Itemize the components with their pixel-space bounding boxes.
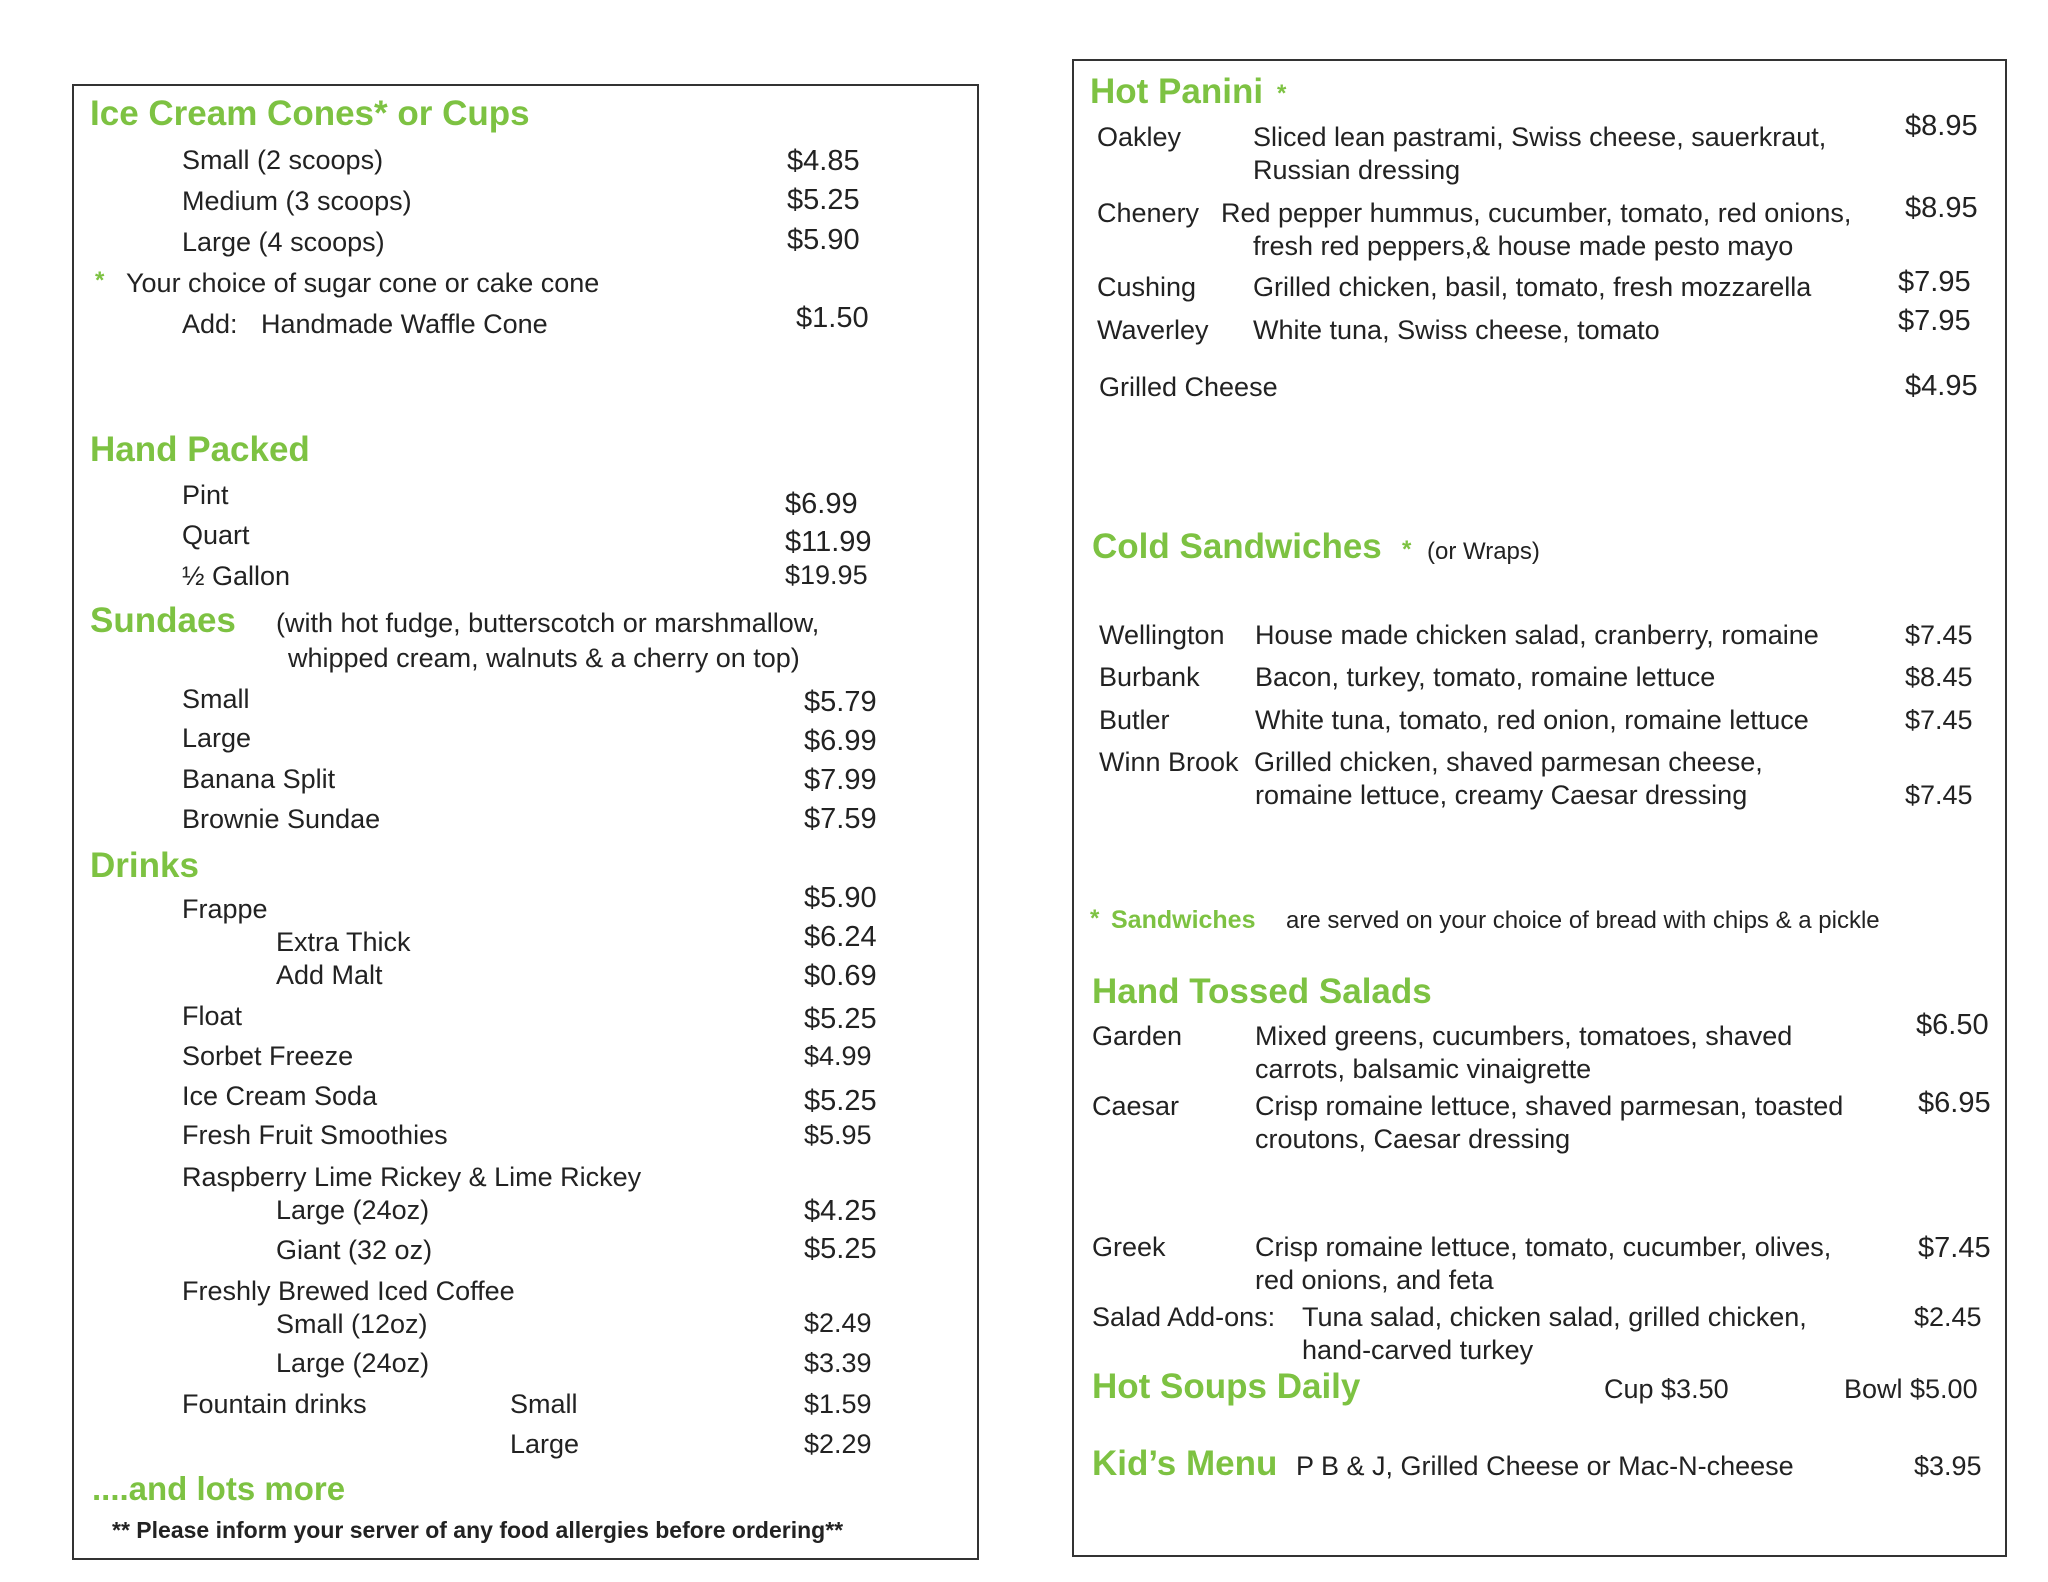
oakley-price: $8.95: [1905, 110, 1978, 142]
salads-heading: Hand Tossed Salads: [1092, 972, 1432, 1011]
ice-cream-small-name: Small (2 scoops): [182, 145, 384, 175]
salad-addons-desc-line1: Tuna salad, chicken salad, grilled chicken,: [1302, 1302, 1807, 1332]
or-wraps-note: (or Wraps): [1427, 538, 1540, 565]
ice-cream-large-price: $5.90: [787, 224, 860, 256]
sundaes-desc-line2: whipped cream, walnuts & a cherry on top): [288, 643, 800, 673]
waverley-name: Waverley: [1097, 315, 1209, 345]
burbank-desc: Bacon, turkey, tomato, romaine lettuce: [1255, 662, 1716, 692]
float-price: $5.25: [804, 1003, 877, 1035]
cushing-name: Cushing: [1097, 272, 1197, 302]
garden-salad-desc-line1: Mixed greens, cucumbers, tomatoes, shaved: [1255, 1021, 1793, 1051]
chenery-desc-line1: Red pepper hummus, cucumber, tomato, red onions,: [1221, 198, 1852, 228]
ice-cream-medium-price: $5.25: [787, 184, 860, 216]
winn-brook-name: Winn Brook: [1099, 747, 1239, 777]
sandwich-note-word: Sandwiches: [1111, 906, 1256, 934]
banana-split-price: $7.99: [804, 764, 877, 796]
soup-cup-price: Cup $3.50: [1604, 1374, 1729, 1404]
salad-addons-price: $2.45: [1914, 1302, 1982, 1332]
rickey-giant-price: $5.25: [804, 1233, 877, 1265]
oakley-desc-line2: Russian dressing: [1253, 155, 1461, 185]
caesar-salad-name: Caesar: [1092, 1091, 1180, 1121]
smoothies-price: $5.95: [804, 1120, 872, 1150]
sorbet-freeze-name: Sorbet Freeze: [182, 1041, 354, 1071]
cold-sandwiches-star: *: [1402, 536, 1412, 563]
winn-brook-price: $7.45: [1905, 780, 1973, 810]
frappe-price: $5.90: [804, 882, 877, 914]
caesar-salad-price: $6.95: [1918, 1087, 1991, 1119]
kids-menu-price: $3.95: [1914, 1451, 1982, 1481]
sundae-large-name: Large: [182, 723, 252, 753]
winn-brook-desc-line2: romaine lettuce, creamy Caesar dressing: [1255, 780, 1748, 810]
burbank-price: $8.45: [1905, 662, 1973, 692]
hand-packed-heading: Hand Packed: [90, 430, 310, 469]
sundaes-desc-line1: (with hot fudge, butterscotch or marshmallow,: [276, 608, 820, 638]
waverley-price: $7.95: [1898, 305, 1971, 337]
kids-menu-heading: Kid’s Menu: [1092, 1444, 1278, 1483]
sundae-small-name: Small: [182, 684, 250, 714]
extra-thick-price: $6.24: [804, 921, 877, 953]
sandwich-note-text: are served on your choice of bread with chips & a pickle: [1286, 907, 1880, 934]
greek-salad-desc-line1: Crisp romaine lettuce, tomato, cucumber, olives,: [1255, 1232, 1832, 1262]
coffee-large-name: Large (24oz): [276, 1348, 430, 1378]
chenery-price: $8.95: [1905, 192, 1978, 224]
greek-salad-desc-line2: red onions, and feta: [1255, 1265, 1494, 1295]
allergy-notice: ** Please inform your server of any food allergies before ordering**: [112, 1517, 844, 1543]
oakley-name: Oakley: [1097, 122, 1182, 152]
sorbet-freeze-price: $4.99: [804, 1041, 872, 1071]
hand-packed-quart-price: $11.99: [785, 526, 872, 558]
butler-name: Butler: [1099, 705, 1170, 735]
fountain-small-price: $1.59: [804, 1389, 872, 1419]
garden-salad-name: Garden: [1092, 1021, 1183, 1051]
smoothies-name: Fresh Fruit Smoothies: [182, 1120, 448, 1150]
sundae-large-price: $6.99: [804, 725, 877, 757]
fountain-small-name: Small: [510, 1389, 578, 1419]
cone-note-star: *: [95, 267, 105, 294]
banana-split-name: Banana Split: [182, 764, 336, 794]
ice-cream-small-price: $4.85: [787, 145, 860, 177]
brownie-sundae-price: $7.59: [804, 803, 877, 835]
wellington-name: Wellington: [1099, 620, 1225, 650]
hot-panini-heading: Hot Panini: [1090, 72, 1264, 111]
float-name: Float: [182, 1001, 243, 1031]
ice-cream-medium-name: Medium (3 scoops): [182, 186, 412, 216]
waverley-desc: White tuna, Swiss cheese, tomato: [1253, 315, 1660, 345]
coffee-small-price: $2.49: [804, 1308, 872, 1338]
ice-cream-large-name: Large (4 scoops): [182, 227, 385, 257]
salad-addons-label: Salad Add-ons:: [1092, 1302, 1276, 1332]
fountain-large-price: $2.29: [804, 1429, 872, 1459]
rickey-giant-name: Giant (32 oz): [276, 1235, 433, 1265]
kids-menu-desc: P B & J, Grilled Cheese or Mac-N-cheese: [1296, 1451, 1794, 1481]
ice-cream-soda-name: Ice Cream Soda: [182, 1081, 378, 1111]
sundaes-heading: Sundaes: [90, 601, 236, 640]
hand-packed-pint-price: $6.99: [785, 488, 858, 520]
hand-packed-pint-name: Pint: [182, 480, 229, 510]
fountain-large-name: Large: [510, 1429, 580, 1459]
ice-cream-heading: Ice Cream Cones* or Cups: [90, 94, 530, 133]
coffee-small-name: Small (12oz): [276, 1309, 428, 1339]
sundae-small-price: $5.79: [804, 686, 877, 718]
grilled-cheese-name: Grilled Cheese: [1099, 372, 1278, 402]
caesar-salad-desc-line1: Crisp romaine lettuce, shaved parmesan, toasted: [1255, 1091, 1844, 1121]
cold-sandwiches-heading: Cold Sandwiches: [1092, 527, 1382, 566]
rickey-name: Raspberry Lime Rickey & Lime Rickey: [182, 1162, 642, 1192]
cushing-desc: Grilled chicken, basil, tomato, fresh mozzarella: [1253, 272, 1812, 302]
wellington-price: $7.45: [1905, 620, 1973, 650]
garden-salad-desc-line2: carrots, balsamic vinaigrette: [1255, 1054, 1592, 1084]
add-malt-price: $0.69: [804, 960, 877, 992]
caesar-salad-desc-line2: croutons, Caesar dressing: [1255, 1124, 1571, 1154]
hot-panini-star: *: [1277, 80, 1287, 107]
waffle-cone-price: $1.50: [796, 302, 869, 334]
brownie-sundae-name: Brownie Sundae: [182, 804, 381, 834]
hot-soups-heading: Hot Soups Daily: [1092, 1367, 1361, 1406]
hand-packed-half-gallon-name: ½ Gallon: [182, 561, 291, 591]
waffle-cone-name: Handmade Waffle Cone: [261, 309, 548, 339]
waffle-add-label: Add:: [182, 309, 238, 339]
hand-packed-half-gallon-price: $19.95: [785, 560, 868, 590]
iced-coffee-name: Freshly Brewed Iced Coffee: [182, 1276, 515, 1306]
soup-bowl-price: Bowl $5.00: [1844, 1374, 1978, 1404]
grilled-cheese-price: $4.95: [1905, 370, 1978, 402]
sandwich-note-star: *: [1090, 905, 1100, 932]
burbank-name: Burbank: [1099, 662, 1200, 692]
add-malt-name: Add Malt: [276, 960, 383, 990]
butler-price: $7.45: [1905, 705, 1973, 735]
lots-more-text: ....and lots more: [92, 1470, 346, 1507]
rickey-large-price: $4.25: [804, 1195, 877, 1227]
hand-packed-quart-name: Quart: [182, 520, 250, 550]
cone-choice-note: Your choice of sugar cone or cake cone: [126, 268, 600, 298]
winn-brook-desc-line1: Grilled chicken, shaved parmesan cheese,: [1254, 747, 1763, 777]
cushing-price: $7.95: [1898, 266, 1971, 298]
drinks-heading: Drinks: [90, 846, 199, 885]
chenery-name: Chenery: [1097, 198, 1200, 228]
frappe-name: Frappe: [182, 894, 268, 924]
oakley-desc-line1: Sliced lean pastrami, Swiss cheese, sauerkraut,: [1253, 122, 1827, 152]
butler-desc: White tuna, tomato, red onion, romaine lettuce: [1255, 705, 1809, 735]
greek-salad-name: Greek: [1092, 1232, 1166, 1262]
greek-salad-price: $7.45: [1918, 1232, 1991, 1264]
extra-thick-name: Extra Thick: [276, 927, 411, 957]
ice-cream-soda-price: $5.25: [804, 1085, 877, 1117]
salad-addons-desc-line2: hand-carved turkey: [1302, 1335, 1534, 1365]
wellington-desc: House made chicken salad, cranberry, romaine: [1255, 620, 1819, 650]
chenery-desc-line2: fresh red peppers,& house made pesto mayo: [1253, 231, 1794, 261]
fountain-drinks-name: Fountain drinks: [182, 1389, 367, 1419]
coffee-large-price: $3.39: [804, 1348, 872, 1378]
garden-salad-price: $6.50: [1916, 1009, 1989, 1041]
rickey-large-name: Large (24oz): [276, 1195, 430, 1225]
